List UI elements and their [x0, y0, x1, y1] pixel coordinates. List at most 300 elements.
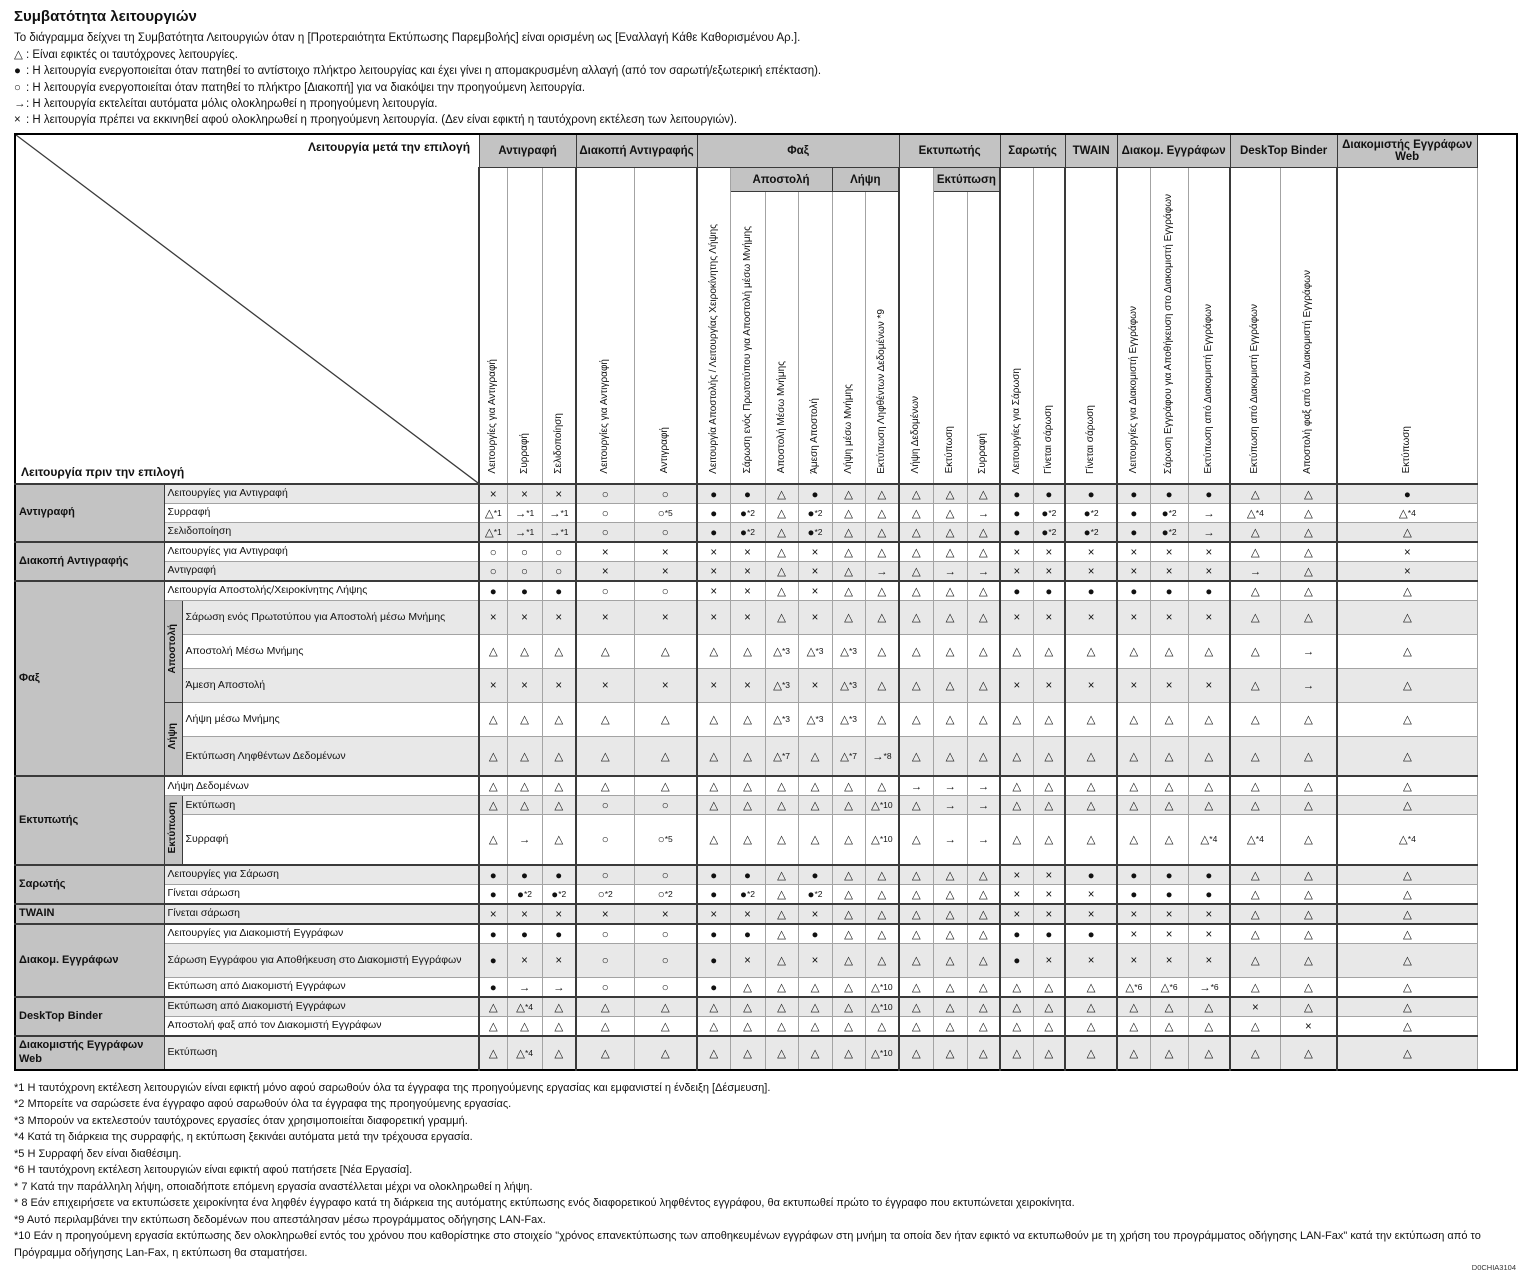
cell-symbol: △ [1204, 646, 1214, 659]
matrix-cell [730, 776, 765, 796]
matrix-cell [1065, 736, 1117, 776]
cell-symbol: △ [840, 646, 849, 659]
matrix-cell [832, 581, 865, 601]
cell-symbol: △ [777, 1020, 786, 1033]
matrix-cell [507, 542, 542, 562]
cell-symbol: △ [1303, 612, 1313, 625]
matrix-cell [634, 865, 697, 885]
matrix-cell [1065, 581, 1117, 601]
row-label: Αντιγραφή [164, 561, 479, 581]
cell-footnote-ref: *3 [848, 680, 857, 691]
cell-symbol: ● [1087, 488, 1095, 501]
table-filler [1477, 1036, 1517, 1070]
column-header [1150, 168, 1188, 484]
column-header-label: Άμεση Αποστολή [809, 397, 821, 474]
cell-symbol: × [1087, 908, 1095, 921]
cell-symbol: △ [516, 1047, 525, 1060]
table-row [15, 484, 1517, 504]
cell-symbol: × [1205, 908, 1213, 921]
matrix-cell [507, 865, 542, 885]
cell-symbol: × [1205, 680, 1213, 693]
matrix-cell [542, 668, 576, 702]
cell-symbol: × [744, 585, 751, 598]
cell-symbol: △ [840, 750, 849, 763]
matrix-cell [634, 736, 697, 776]
matrix-cell [1337, 865, 1477, 885]
cell-symbol: △ [945, 1001, 955, 1014]
column-subgroup-header: Αποστολή [730, 168, 832, 192]
cell-symbol: ● [1087, 869, 1095, 882]
legend-text: : Η λειτουργία ενεργοποιείται όταν πατηθεί το πλήκτρο [Διακοπή] για να διακόψει την προηγούμενη λειτουργία. [26, 81, 586, 94]
cell-symbol: × [521, 955, 528, 968]
cell-symbol: △ [911, 612, 921, 625]
cell-symbol: × [521, 680, 528, 693]
cell-symbol: ● [710, 928, 718, 941]
matrix-cell [899, 522, 933, 542]
matrix-cell [1280, 924, 1337, 944]
cell-symbol: △ [978, 750, 988, 763]
cell-symbol: △ [844, 546, 853, 559]
matrix-cell [1065, 904, 1117, 924]
matrix-cell [1337, 581, 1477, 601]
matrix-cell [479, 904, 507, 924]
matrix-cell [933, 1016, 967, 1036]
matrix-cell [576, 561, 634, 581]
matrix-cell [967, 503, 1000, 522]
cell-symbol: × [1013, 546, 1021, 559]
matrix-cell [542, 736, 576, 776]
table-filler [1477, 503, 1517, 522]
matrix-cell [479, 943, 507, 977]
cell-symbol: △ [554, 1020, 564, 1033]
cell-symbol: ○ [657, 834, 665, 847]
matrix-cell [1280, 484, 1337, 504]
matrix-cell [1188, 600, 1230, 634]
matrix-cell [933, 776, 967, 796]
matrix-cell [507, 484, 542, 504]
matrix-cell [1230, 542, 1280, 562]
cell-symbol: △ [911, 869, 921, 882]
table-row [15, 776, 1517, 796]
cell-symbol: △ [1402, 928, 1412, 941]
cell-symbol: × [1130, 565, 1138, 578]
cell-symbol: △ [844, 928, 853, 941]
matrix-cell [1000, 581, 1033, 601]
cell-symbol: △ [978, 546, 988, 559]
matrix-cell [697, 904, 730, 924]
matrix-cell [1188, 503, 1230, 522]
column-header [730, 192, 765, 484]
cell-symbol: △ [1204, 714, 1214, 727]
matrix-cell [507, 977, 542, 997]
cell-symbol: △ [978, 585, 988, 598]
matrix-cell [865, 1016, 899, 1036]
matrix-cell [479, 997, 507, 1017]
cell-symbol: △ [870, 800, 880, 813]
matrix-cell [1000, 668, 1033, 702]
matrix-cell [1230, 776, 1280, 796]
cell-footnote-ref: *10 [879, 1047, 893, 1058]
cell-symbol: ○ [661, 800, 669, 813]
cell-symbol: ● [807, 888, 815, 901]
table-filler [1477, 561, 1517, 581]
cell-footnote-ref: *4 [1255, 834, 1264, 845]
matrix-cell [697, 776, 730, 796]
matrix-cell [967, 522, 1000, 542]
cell-symbol: ● [1130, 585, 1138, 598]
cell-symbol: △ [945, 507, 955, 520]
cell-symbol: △ [1250, 526, 1260, 539]
matrix-cell [832, 668, 865, 702]
cell-symbol: △ [1250, 781, 1260, 794]
column-header [1280, 168, 1337, 484]
cell-symbol: ○ [489, 546, 497, 559]
cell-symbol: × [601, 612, 609, 625]
matrix-cell [1337, 977, 1477, 997]
matrix-cell [832, 977, 865, 997]
table-row [15, 736, 1517, 776]
matrix-cell [1280, 977, 1337, 997]
cell-symbol: ● [1013, 526, 1021, 539]
matrix-cell [1280, 702, 1337, 736]
cell-symbol: △ [877, 869, 887, 882]
cell-symbol: △ [844, 1047, 853, 1060]
cell-footnote-ref: *2 [746, 507, 756, 518]
table-row [15, 634, 1517, 668]
cell-symbol: ○ [521, 565, 528, 578]
table-row [15, 522, 1517, 542]
cell-symbol: △ [484, 526, 494, 539]
matrix-cell [697, 522, 730, 542]
matrix-cell [479, 736, 507, 776]
cell-symbol: × [1165, 612, 1173, 625]
matrix-cell [798, 702, 832, 736]
cell-symbol: △ [877, 507, 887, 520]
matrix-cell [1150, 600, 1188, 634]
matrix-cell [899, 865, 933, 885]
cell-symbol: △ [810, 750, 820, 763]
matrix-cell [576, 884, 634, 904]
matrix-cell [1065, 997, 1117, 1017]
footnote-line: *5 Η Συρραφή δεν είναι διαθέσιμη. [14, 1147, 182, 1160]
cell-symbol: △ [810, 1047, 820, 1060]
cell-symbol: △ [1303, 955, 1313, 968]
cell-symbol: △ [488, 1001, 498, 1014]
matrix-cell [798, 796, 832, 815]
cell-footnote-ref: *5 [664, 834, 673, 845]
cell-symbol: △ [1402, 981, 1412, 994]
matrix-cell [697, 865, 730, 885]
row-label: Αποστολή Μέσω Μνήμης [182, 634, 479, 668]
matrix-cell [1280, 542, 1337, 562]
cell-symbol: → [977, 507, 990, 520]
cell-symbol: × [1165, 546, 1173, 559]
matrix-cell [967, 924, 1000, 944]
matrix-cell [865, 884, 899, 904]
cell-symbol: ○ [661, 981, 669, 994]
matrix-cell [933, 884, 967, 904]
matrix-cell [576, 796, 634, 815]
cell-symbol: ● [744, 488, 751, 501]
cell-symbol: △ [488, 750, 498, 763]
cell-symbol: × [744, 955, 751, 968]
cell-symbol: ● [489, 585, 497, 598]
matrix-cell [634, 522, 697, 542]
matrix-cell [479, 503, 507, 522]
matrix-cell [634, 776, 697, 796]
matrix-cell [730, 561, 765, 581]
matrix-cell [1150, 943, 1188, 977]
matrix-cell [1033, 581, 1065, 601]
matrix-corner [15, 134, 479, 484]
cell-symbol: × [1045, 955, 1053, 968]
matrix-cell [967, 484, 1000, 504]
cell-symbol: △ [600, 1047, 610, 1060]
cell-symbol: △ [1250, 888, 1260, 901]
cell-symbol: △ [777, 1047, 786, 1060]
diagonal-line [16, 135, 478, 483]
cell-symbol: △ [1044, 800, 1054, 813]
cell-symbol: × [489, 488, 497, 501]
cell-footnote-ref: *2 [1090, 526, 1099, 537]
column-header [479, 168, 507, 484]
cell-symbol: × [1130, 928, 1138, 941]
cell-symbol: △ [844, 585, 853, 598]
cell-symbol: △ [1402, 612, 1412, 625]
matrix-cell [967, 776, 1000, 796]
matrix-cell [576, 977, 634, 997]
matrix-cell [1230, 997, 1280, 1017]
row-label: Λειτουργία Αποστολής/Χειροκίνητης Λήψης [164, 581, 479, 601]
cell-symbol: △ [870, 1001, 880, 1014]
matrix-cell [542, 1016, 576, 1036]
cell-symbol: × [1013, 888, 1021, 901]
matrix-cell [1117, 484, 1150, 504]
matrix-cell [1033, 503, 1065, 522]
cell-symbol: × [1045, 680, 1053, 693]
matrix-cell [1150, 581, 1188, 601]
cell-symbol: → [944, 834, 956, 847]
cell-symbol: △ [1250, 750, 1260, 763]
cell-symbol: ● [1205, 488, 1213, 501]
matrix-cell [479, 1016, 507, 1036]
matrix-cell [1188, 924, 1230, 944]
cell-symbol: △ [1303, 1047, 1313, 1060]
row-subgroup-text: Εκτύπωση [167, 801, 179, 854]
matrix-cell [933, 796, 967, 815]
cell-symbol: △ [844, 800, 853, 813]
cell-symbol: △ [810, 1020, 820, 1033]
cell-symbol: △ [1303, 565, 1313, 578]
cell-symbol: △ [488, 1047, 498, 1060]
cell-symbol: △ [1250, 1020, 1260, 1033]
cell-symbol: △ [554, 781, 564, 794]
matrix-cell [865, 484, 899, 504]
cell-symbol: ● [1013, 928, 1021, 941]
cell-symbol: △ [1250, 908, 1260, 921]
cell-symbol: △ [660, 1020, 670, 1033]
cell-symbol: △ [1402, 1047, 1412, 1060]
column-header-label: Αποστολή Μέσω Μνήμης [775, 361, 787, 474]
matrix-cell [697, 1036, 730, 1070]
matrix-cell [765, 634, 798, 668]
cell-symbol: ● [489, 869, 497, 882]
table-filler [1477, 668, 1517, 702]
matrix-cell [634, 943, 697, 977]
cell-symbol: ● [1130, 507, 1138, 520]
cell-symbol: △ [660, 1001, 670, 1014]
matrix-cell [967, 815, 1000, 865]
matrix-cell [697, 634, 730, 668]
matrix-cell [634, 542, 697, 562]
matrix-cell [1337, 884, 1477, 904]
cell-symbol: ● [744, 928, 751, 941]
column-group-header: TWAIN [1065, 134, 1117, 168]
matrix-cell [1230, 600, 1280, 634]
matrix-cell [798, 977, 832, 997]
row-label: Λειτουργίες για Διακομιστή Εγγράφων [164, 924, 479, 944]
cell-symbol: △ [1398, 507, 1408, 520]
matrix-cell [1150, 484, 1188, 504]
cell-footnote-ref: *3 [848, 714, 857, 725]
footnote-line: *10 Εάν η προηγούμενη εργασία εκτύπωσης δεν ολοκληρωθεί εντός του χρόνου που καθορίστηκε στο στοιχείο "χρόνος επανεκτύπωσης των αποθηκευμένων εγγράφων στη μνήμη τα οποία δεν ήταν εφικτό να εκτυπωθούν με τη χρήση του προγράμματος οδήγησης LAN-Fax" κατά την εκτύπωση από το Πρόγραμμα οδήγησης Lan-Fax, η εκτύπωση θα σταματήσει. [14, 1230, 1481, 1259]
matrix-cell [865, 542, 899, 562]
column-group-header: Διακομιστής Εγγράφων Web [1337, 134, 1477, 168]
matrix-cell [634, 924, 697, 944]
matrix-cell [1117, 904, 1150, 924]
row-group-label: TWAIN [15, 904, 164, 924]
cell-symbol: △ [600, 1020, 610, 1033]
cell-symbol: → [1302, 646, 1315, 659]
matrix-cell [967, 668, 1000, 702]
matrix-cell [1000, 522, 1033, 542]
footnotes [14, 1080, 1516, 1262]
corner-label-after: Λειτουργία μετά την επιλογή [307, 139, 471, 154]
row-group-label: Αντιγραφή [15, 484, 164, 542]
matrix-cell [1000, 924, 1033, 944]
cell-symbol: △ [1402, 1001, 1412, 1014]
cell-footnote-ref: *3 [815, 646, 824, 657]
cell-symbol: × [744, 565, 751, 578]
cell-symbol: △ [877, 888, 887, 901]
matrix-cell [967, 1016, 1000, 1036]
cell-symbol: ● [1403, 488, 1411, 501]
cell-symbol: ● [1130, 488, 1138, 501]
matrix-cell [730, 484, 765, 504]
row-subgroup-text: Αποστολή [167, 623, 179, 674]
row-label: Εκτύπωση από Διακομιστή Εγγράφων [164, 997, 479, 1017]
footnote-line: * 8 Εάν επιχειρήσετε να εκτυπώσετε χειροκίνητα ένα ληφθέν έγγραφο κατά τη διάρκεια της αυτόματης εκτύπωσης ενός διαφορετικού ληφθέντος εγγράφου, θα εκτυπωθεί πρώτο το έγγραφο που εκτυπώνεται χειροκίνητα. [14, 1197, 1075, 1210]
matrix-cell [542, 600, 576, 634]
column-header [1337, 168, 1477, 484]
cell-symbol: △ [1303, 507, 1313, 520]
matrix-cell [479, 484, 507, 504]
cell-symbol: △ [1303, 781, 1313, 794]
cell-symbol: △ [1303, 800, 1313, 813]
matrix-cell [1188, 702, 1230, 736]
matrix-cell [1065, 561, 1117, 581]
matrix-cell [798, 736, 832, 776]
matrix-cell [730, 736, 765, 776]
cell-symbol: △ [1250, 585, 1260, 598]
cell-symbol: △ [1402, 869, 1412, 882]
cell-symbol: × [710, 612, 718, 625]
matrix-cell [730, 668, 765, 702]
matrix-cell [507, 702, 542, 736]
column-header [832, 192, 865, 484]
matrix-cell [1150, 503, 1188, 522]
matrix-cell [1000, 815, 1033, 865]
cell-symbol: △ [1044, 981, 1054, 994]
matrix-cell [1230, 884, 1280, 904]
matrix-cell [1188, 542, 1230, 562]
matrix-cell [479, 522, 507, 542]
column-header [899, 168, 933, 484]
matrix-cell [899, 796, 933, 815]
cell-symbol: △ [520, 750, 529, 763]
cell-symbol: × [1165, 680, 1173, 693]
table-filler [1477, 904, 1517, 924]
matrix-cell [1033, 542, 1065, 562]
column-header [1033, 168, 1065, 484]
matrix-cell [933, 484, 967, 504]
matrix-cell [507, 815, 542, 865]
matrix-cell [865, 997, 899, 1017]
cell-symbol: × [521, 908, 528, 921]
matrix-cell [1150, 561, 1188, 581]
matrix-cell [576, 904, 634, 924]
cell-symbol: △ [806, 646, 816, 659]
cell-symbol: △ [877, 781, 887, 794]
cell-symbol: △ [1250, 680, 1260, 693]
cell-symbol: △ [870, 981, 880, 994]
cell-symbol: △ [870, 1047, 880, 1060]
cell-symbol: × [1130, 908, 1138, 921]
matrix-cell [1337, 815, 1477, 865]
matrix-cell [1280, 776, 1337, 796]
matrix-cell [899, 600, 933, 634]
matrix-cell [730, 581, 765, 601]
matrix-cell [1117, 865, 1150, 885]
matrix-cell [634, 904, 697, 924]
matrix-cell [1337, 503, 1477, 522]
matrix-cell [576, 776, 634, 796]
matrix-cell [1188, 668, 1230, 702]
matrix-cell [1280, 634, 1337, 668]
cell-symbol: △ [1129, 1001, 1139, 1014]
cell-symbol: △ [1012, 750, 1022, 763]
matrix-cell [1150, 542, 1188, 562]
cell-symbol: △ [743, 1047, 752, 1060]
cell-footnote-ref: *3 [781, 646, 790, 657]
matrix-cell [1230, 668, 1280, 702]
cell-symbol: × [521, 612, 528, 625]
cell-symbol: → [944, 781, 956, 794]
matrix-cell [1230, 924, 1280, 944]
cell-symbol: △ [1012, 714, 1022, 727]
matrix-cell [765, 943, 798, 977]
table-filler [1477, 581, 1517, 601]
matrix-cell [730, 997, 765, 1017]
matrix-cell [865, 977, 899, 997]
table-row [15, 943, 1517, 977]
matrix-cell [1065, 503, 1117, 522]
cell-footnote-ref: *1 [560, 526, 569, 537]
cell-symbol: × [744, 612, 751, 625]
matrix-cell [576, 924, 634, 944]
matrix-cell [798, 1016, 832, 1036]
cell-symbol: × [1165, 955, 1173, 968]
